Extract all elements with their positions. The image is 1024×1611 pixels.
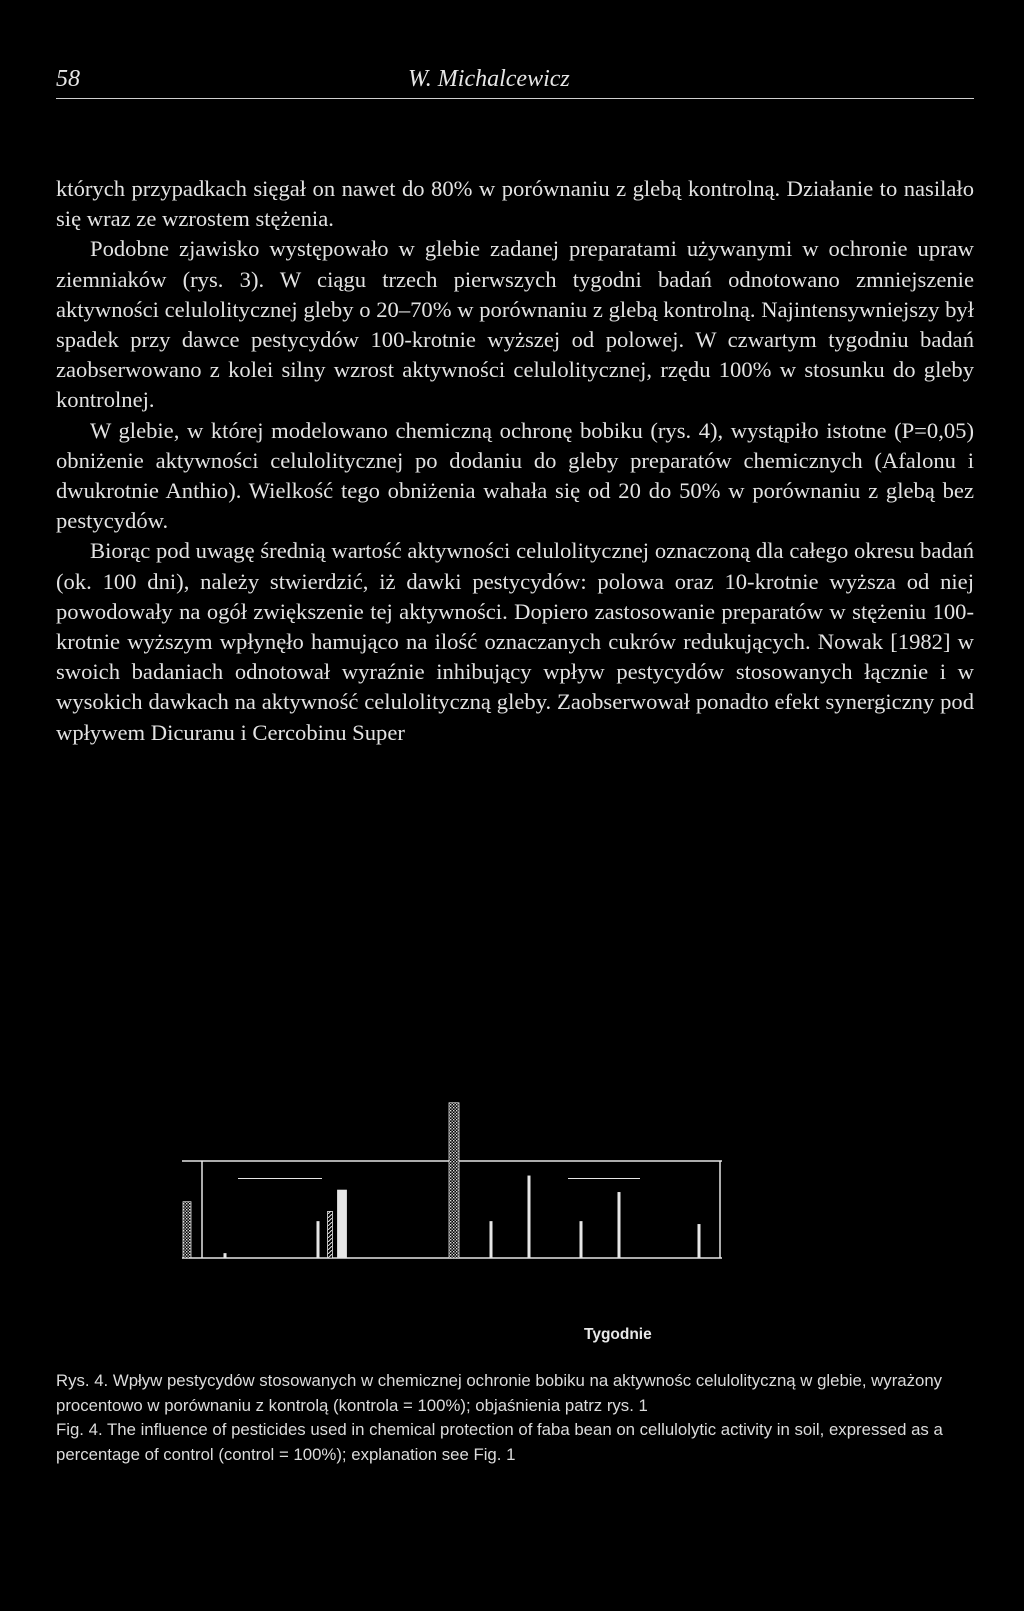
chart-translate-group bbox=[182, 1103, 722, 1258]
bar-group-4-2 bbox=[528, 1176, 531, 1258]
figure-caption bbox=[56, 1369, 974, 1467]
x-axis-title: Tygodnie bbox=[584, 1326, 652, 1343]
bar-group-3-2 bbox=[449, 1103, 459, 1258]
bar-group-5-2 bbox=[618, 1192, 621, 1258]
bar-group-2-2 bbox=[328, 1211, 333, 1258]
page-number: 58 bbox=[56, 66, 80, 92]
paragraph-2: Podobne zjawisko występowało w glebie zadanej preparatami używanymi w ochronie upraw ziemniaków (rys. 3). W ciągu trzech pierwszych tygodni badań odnotowano zmniejszenie aktywności celulolitycznej gleby o 20–70% w porównaniu z glebą kontrolną. Najintensywniejszy był spadek przy dawce pestycydów 100-krotnie wyższej od polowej. W czwartym tygodniu badań zaobserwowano z kolei silny wzrost aktywności celulolitycznej, rzędu 100% w stosunku do gleby kontrolnej. bbox=[56, 236, 974, 413]
bar-group-2-1 bbox=[317, 1221, 320, 1258]
paragraph-1: których przypadkach sięgał on nawet do 80% w porównaniu z glebą kontrolną. Działanie to nasilało się wraz ze wzrostem stężenia. bbox=[56, 176, 974, 232]
bar-group-6-2 bbox=[698, 1224, 701, 1258]
paragraph-3: W glebie, w której modelowano chemiczną ochronę bobiku (rys. 4), wystąpiło istotne (P=0,05) obniżenie aktywności celulolitycznej po dodaniu do gleby preparatów chemicznych (Afalonu i dwukrotnie Anthio). Wielkość tego obniżenia wahała się od 20 do 50% w porównaniu z glebą bez pestycydów. bbox=[56, 417, 974, 534]
paragraph-4: Biorąc pod uwagę średnią wartość aktywności celulolitycznej oznaczoną dla całego okresu badań (ok. 100 dni), należy stwierdzić, iż dawki pestycydów: polowa oraz 10-krotnie wyższa od niej powodowały na ogół zwiększenie tej aktywności. Dopiero zastosowanie preparatów w stężeniu 100-krotnie wyższym wpłynęło hamująco na ilość oznaczanych cukrów redukujących. Nowak [1982] w swoich badaniach odnotował wyraźnie inhibujący wpływ pestycydów stosowanych łącznie i w wysokich dawkach na aktywność celulolityczną gleby. Zaobserwował ponadto efekt synergiczny pod wpływem Dicuranu i Cercobinu Super bbox=[56, 538, 974, 745]
bar-group-1-2 bbox=[224, 1253, 227, 1258]
caption-polish: Rys. 4. Wpływ pestycydów stosowanych w chemicznej ochronie bobiku na aktywnośc celulolityczną w glebie, wyrażony procentowo w porównaniu z kontrolą (kontrola = 100%); objaśnienia patrz rys. 1 bbox=[56, 1371, 943, 1415]
running-head-author: W. Michalcewicz bbox=[408, 66, 570, 92]
bar-group-5-1 bbox=[580, 1221, 583, 1258]
body-text bbox=[56, 174, 974, 748]
figure-4-chart bbox=[180, 880, 740, 1360]
caption-english: Fig. 4. The influence of pesticides used in chemical protection of faba bean on cellulolytic activity in soil, expressed as a percentage of control (control = 100%); explanation see Fig. 1 bbox=[56, 1420, 943, 1464]
bar-group-4-1 bbox=[490, 1221, 493, 1258]
running-head bbox=[56, 62, 974, 99]
chart-plot-area bbox=[180, 880, 740, 1280]
bar-group-1-1 bbox=[183, 1202, 191, 1258]
bar-group-2-3 bbox=[338, 1190, 347, 1258]
